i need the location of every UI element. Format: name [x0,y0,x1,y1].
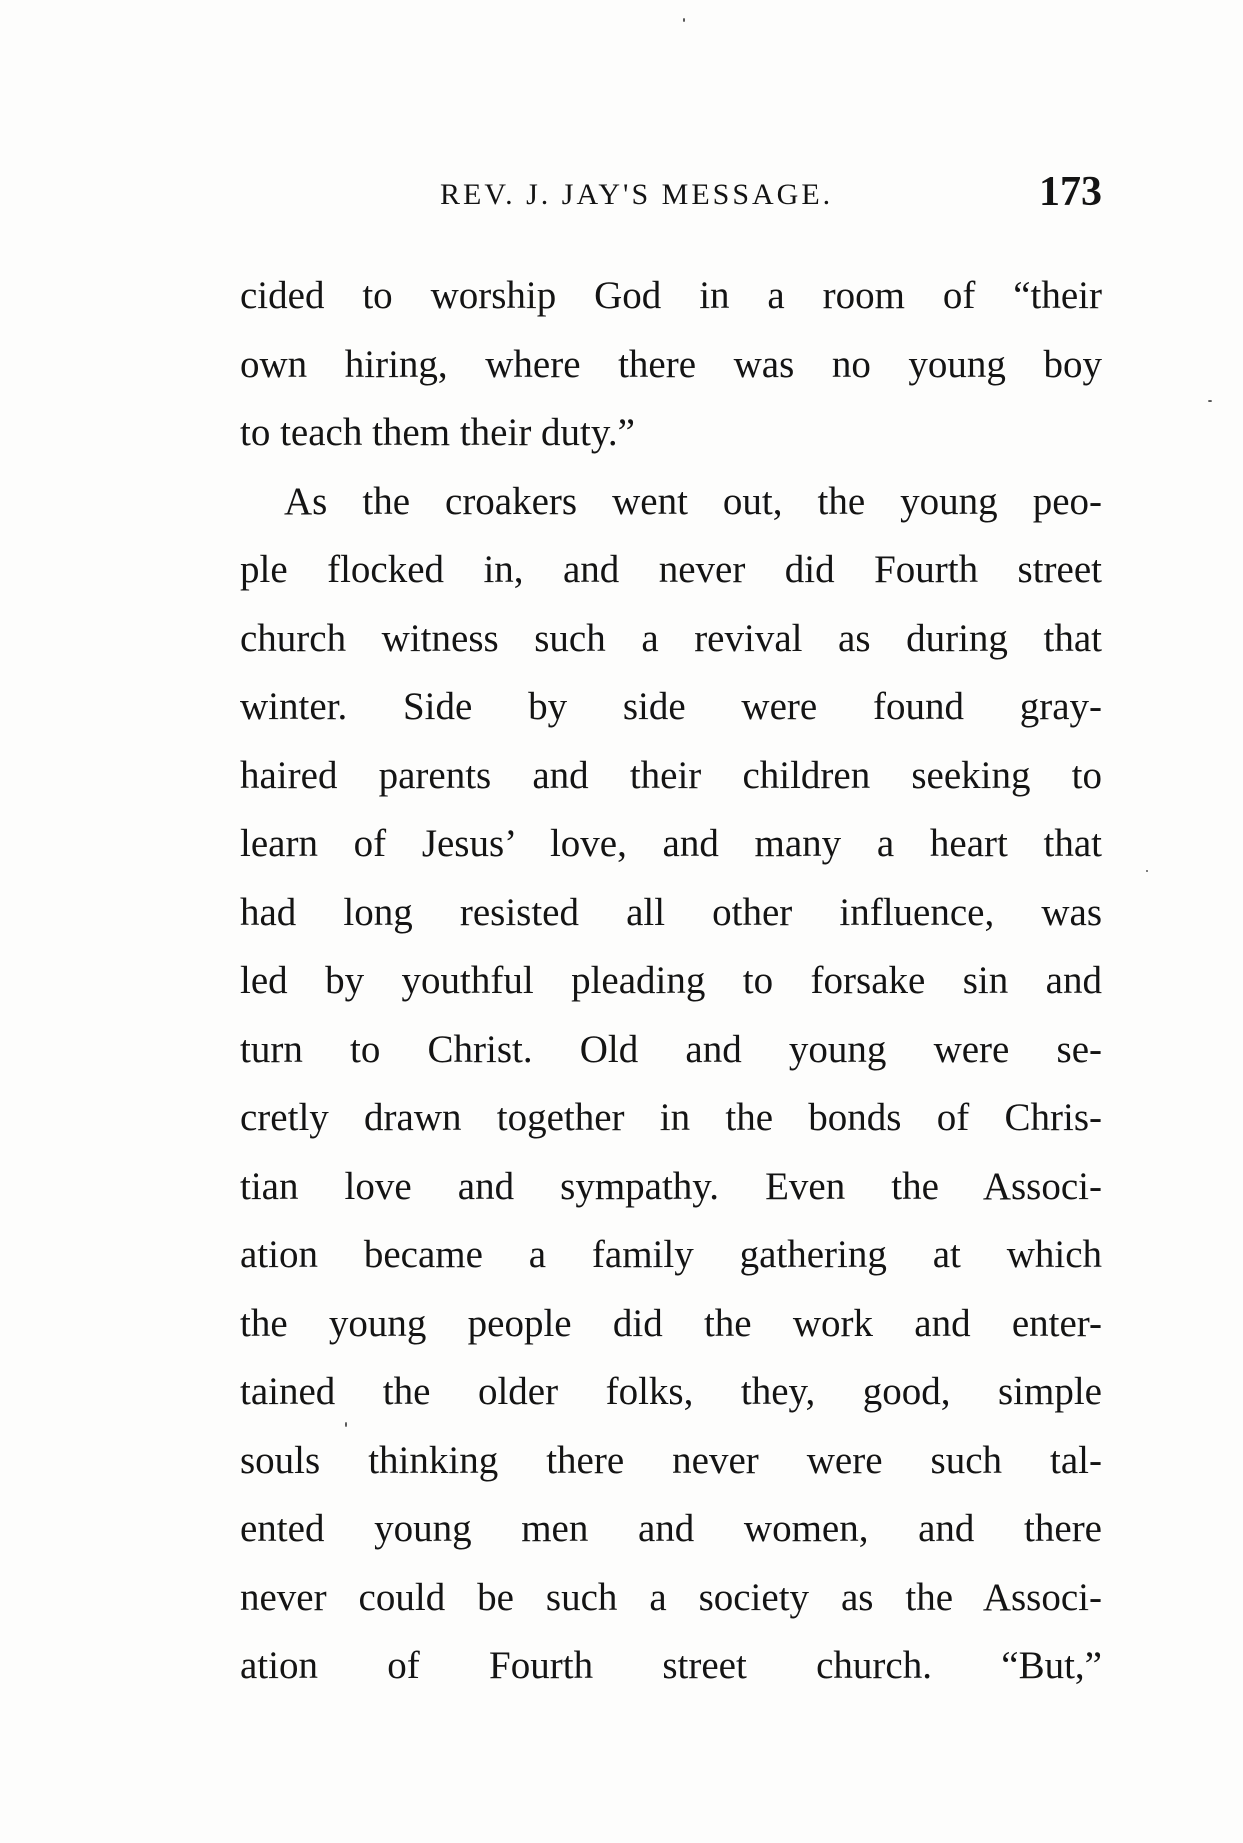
paragraph-start-line: As the croakers went out, the young peo- [284,479,1102,523]
text-line: church witness such a revival as during that [240,616,1102,660]
text-line: cretly drawn together in the bonds of Chris- [240,1096,1102,1139]
text-line: ple flocked in, and never did Fourth street [240,548,1102,591]
scan-speck [1208,400,1212,402]
text-line: never could be such a society as the Associ- [240,1575,1102,1619]
text-line: own hiring, where there was no young boy [240,342,1102,386]
text-line: haired parents and their children seeking to [240,753,1102,797]
text-line: cided to worship God in a room of “their [240,274,1102,317]
text-line: souls thinking there never were such tal- [240,1438,1102,1482]
page-number: 173 [1039,169,1102,215]
text-line: ented young men and women, and there [240,1507,1102,1550]
scan-speck [1146,870,1148,872]
text-line: turn to Christ. Old and young were se- [240,1027,1102,1071]
text-line: tained the older folks, they, good, simple [240,1370,1102,1413]
text-line: ation became a family gathering at which [240,1233,1102,1276]
running-head-title: REV. J. JAY'S MESSAGE. [440,178,834,211]
text-line: learn of Jesus’ love, and many a heart that [240,822,1102,865]
scan-speck [345,1422,347,1427]
text-line: winter. Side by side were found gray- [240,685,1102,728]
body-text [240,262,1102,1701]
text-line: to teach them their duty.” [240,411,635,454]
text-line: tian love and sympathy. Even the Associ- [240,1164,1102,1208]
text-line: the young people did the work and enter- [240,1301,1102,1345]
running-head [240,168,1102,218]
text-line: had long resisted all other influence, was [240,890,1102,934]
text-line: led by youthful pleading to forsake sin and [240,959,1102,1002]
scan-speck [683,18,685,22]
text-line: ation of Fourth street church. “But,” [240,1644,1102,1687]
